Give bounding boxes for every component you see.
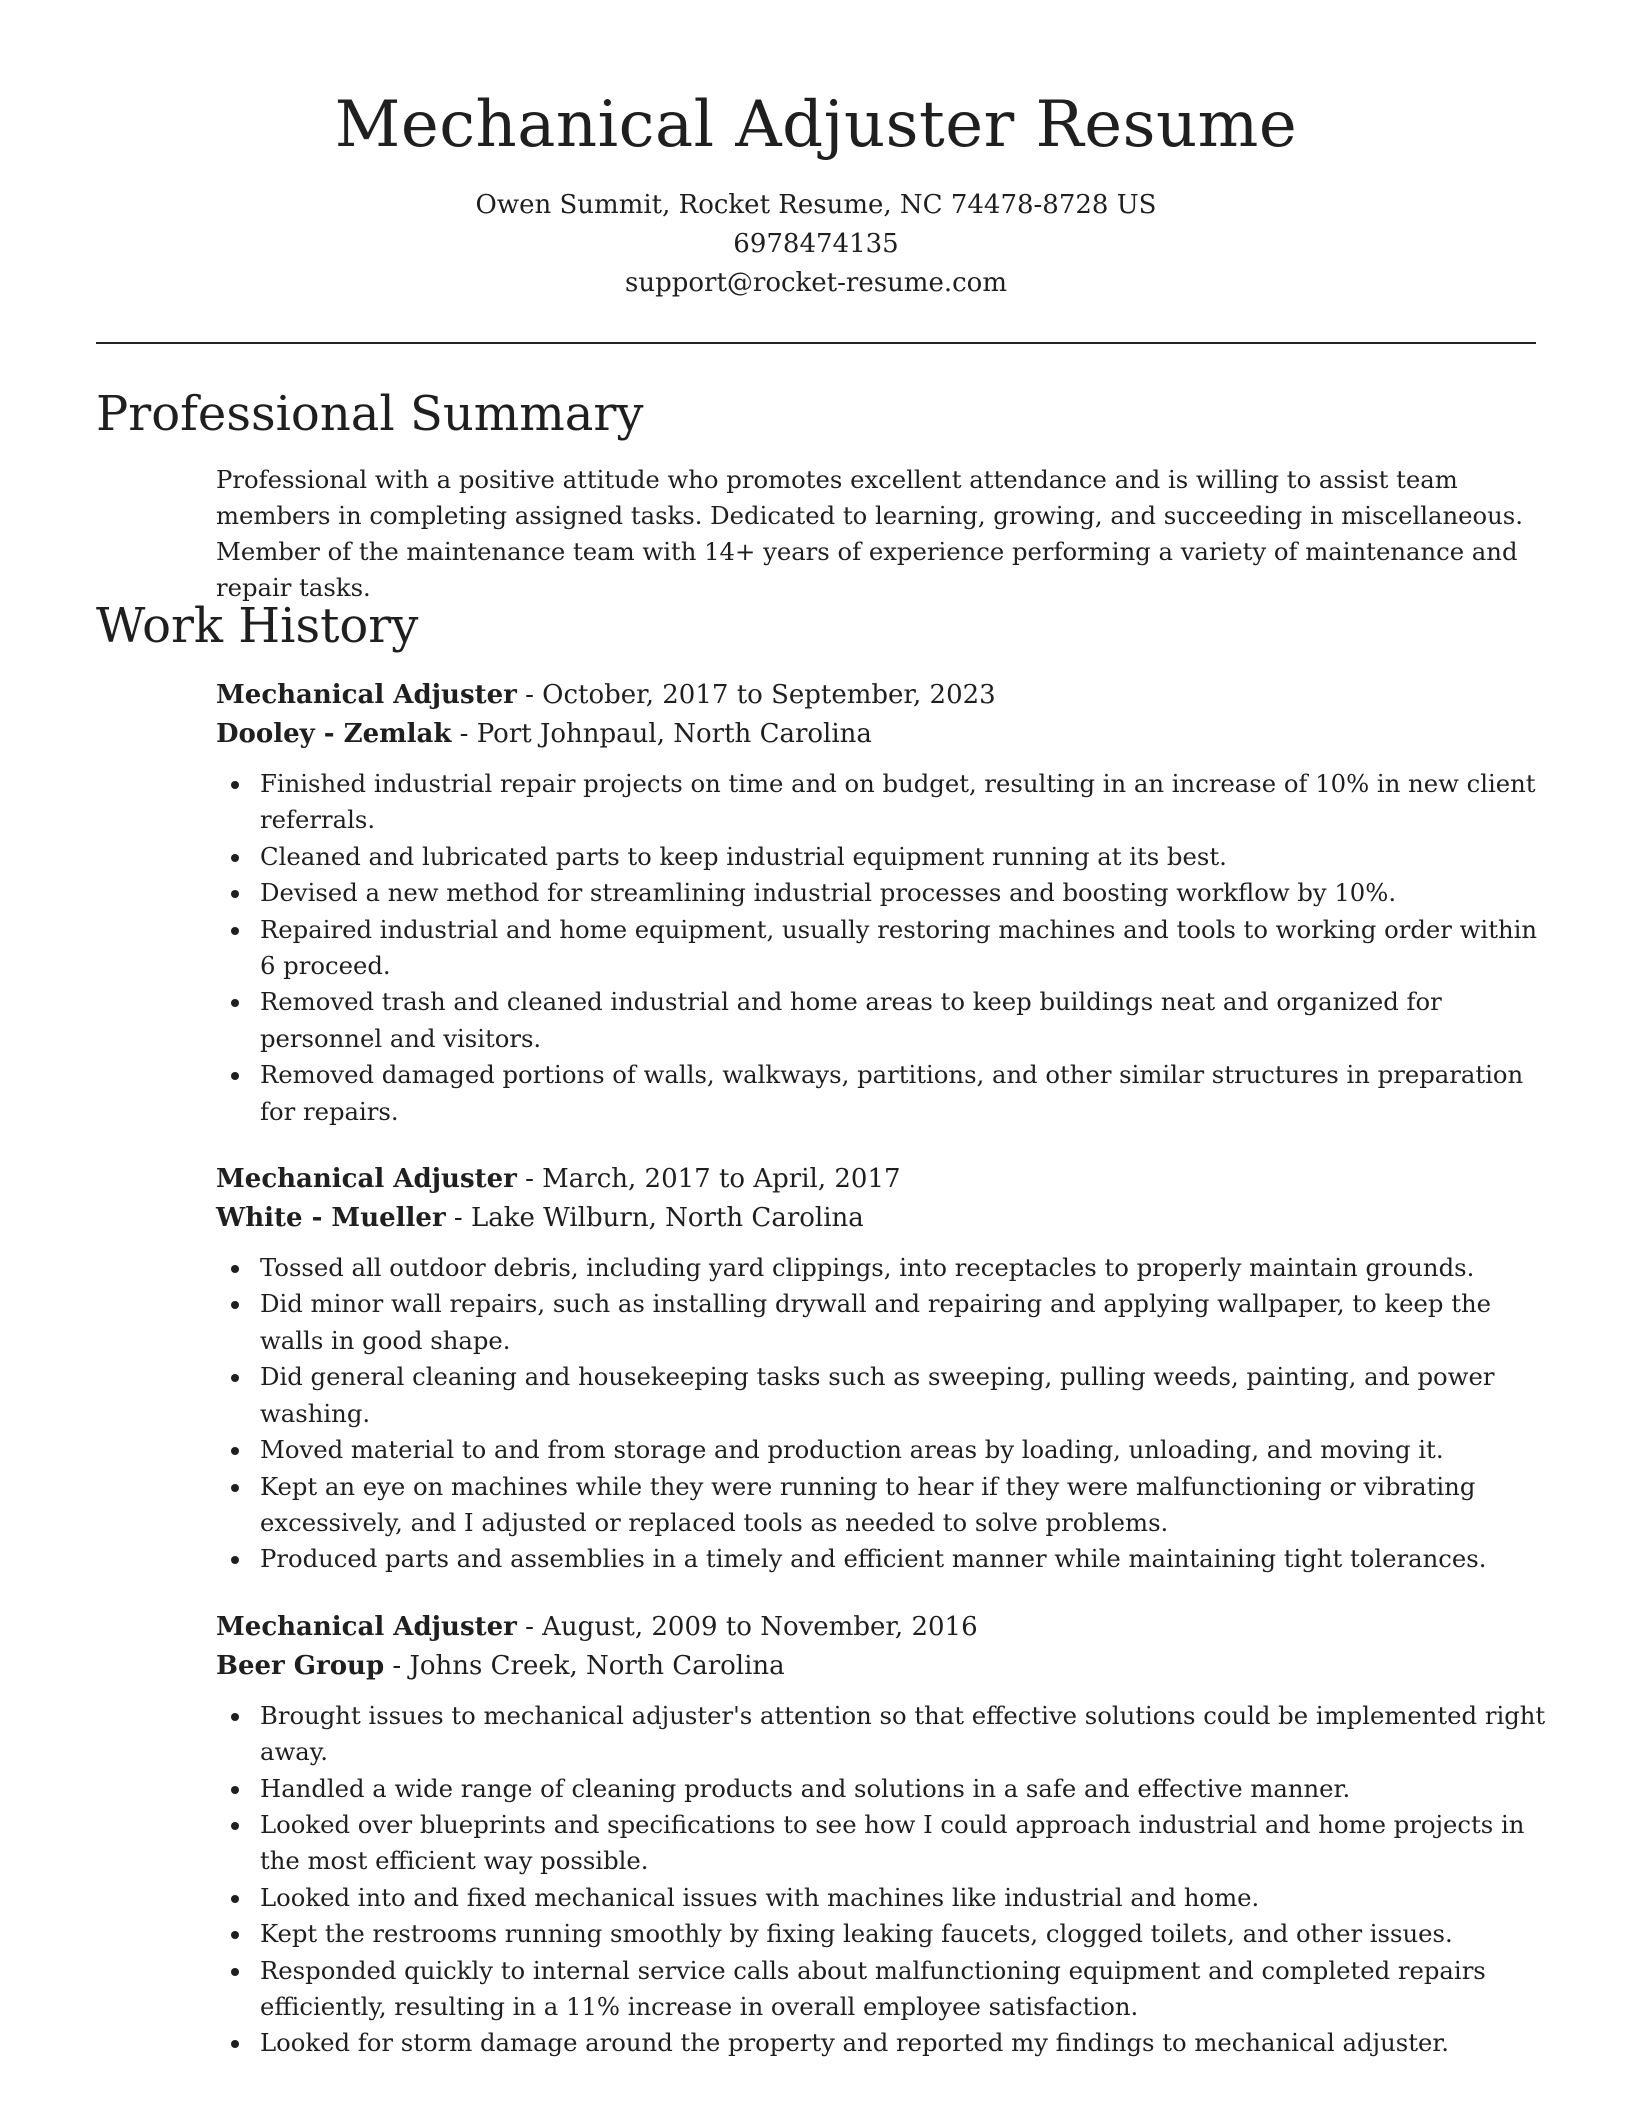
list-item: Handled a wide range of cleaning products and solutions in a safe and effective manner. (216, 1771, 1546, 1807)
summary-heading: Professional Summary (96, 386, 644, 442)
job-company-line (216, 715, 1546, 754)
job-role: Mechanical Adjuster (216, 1611, 517, 1642)
list-item: Devised a new method for streamlining industrial processes and boosting workflow by 10%. (216, 875, 1546, 911)
contact-phone: 6978474135 (733, 229, 899, 259)
list-item: Tossed all outdoor debris, including yard clippings, into receptacles to properly maintain grounds. (216, 1250, 1546, 1286)
job-title-line (216, 1160, 1546, 1199)
job-location: - Lake Wilburn, North Carolina (445, 1203, 864, 1234)
contact-email: support@rocket-resume.com (624, 268, 1007, 298)
list-item: Kept an eye on machines while they were running to hear if they were malfunctioning or vibrating excessively, and I adjusted or replaced tools as needed to solve problems. (216, 1469, 1546, 1542)
job-entry (216, 676, 1546, 1130)
job-role: Mechanical Adjuster (216, 680, 517, 710)
job-company: White - Mueller (216, 1203, 446, 1234)
job-company-line (216, 1199, 1546, 1238)
list-item: Finished industrial repair projects on time and on budget, resulting in an increase of 10% in new client referrals. (216, 766, 1546, 839)
job-entry (216, 1160, 1546, 1578)
job-dates: - March, 2017 to April, 2017 (516, 1164, 901, 1195)
list-item: Kept the restrooms running smoothly by fixing leaking faucets, clogged toilets, and other issues. (216, 1916, 1546, 1952)
list-item: Repaired industrial and home equipment, usually restoring machines and tools to working order within 6 proceed. (216, 912, 1546, 985)
resume-header (0, 0, 1632, 303)
contact-address: Owen Summit, Rocket Resume, NC 74478-8728 US (475, 190, 1157, 220)
list-item: Looked for storm damage around the property and reported my findings to mechanical adjuster. (216, 2025, 1546, 2061)
work-history-heading: Work History (96, 598, 419, 654)
job-bullets (216, 1250, 1546, 1578)
job-title-line (216, 676, 1546, 715)
work-history-list (216, 676, 1546, 2092)
list-item: Cleaned and lubricated parts to keep industrial equipment running at its best. (216, 839, 1546, 875)
list-item: Looked over blueprints and specifications to see how I could approach industrial and home projects in the most efficient way possible. (216, 1807, 1546, 1880)
job-bullets (216, 1698, 1546, 2062)
list-item: Removed damaged portions of walls, walkways, partitions, and other similar structures in preparation for repairs. (216, 1057, 1546, 1130)
job-role: Mechanical Adjuster (216, 1164, 517, 1195)
list-item: Did minor wall repairs, such as installing drywall and repairing and applying wallpaper, to keep the walls in good shape. (216, 1286, 1546, 1359)
job-dates: - October, 2017 to September, 2023 (516, 680, 996, 710)
list-item: Produced parts and assemblies in a timely and efficient manner while maintaining tight tolerances. (216, 1541, 1546, 1577)
summary-text: Professional with a positive attitude who promotes excellent attendance and is willing to assist team members in completing assigned tasks. Dedicated to learning, growing, and succeeding in miscellaneous. Member of the maintenance team with 14+ years of experience performing a variety of maintenance and repair tasks. (216, 465, 1524, 602)
list-item: Did general cleaning and housekeeping tasks such as sweeping, pulling weeds, painting, and power washing. (216, 1359, 1546, 1432)
header-divider (96, 342, 1536, 344)
job-location: - Port Johnpaul, North Carolina (451, 719, 872, 749)
list-item: Removed trash and cleaned industrial and home areas to keep buildings neat and organized for personnel and visitors. (216, 984, 1546, 1057)
job-dates: - August, 2009 to November, 2016 (516, 1611, 978, 1642)
job-company: Dooley - Zemlak (216, 719, 452, 749)
contact-block (0, 186, 1632, 303)
job-location: - Johns Creek, North Carolina (384, 1650, 785, 1681)
job-title-line (216, 1608, 1546, 1647)
job-company: Beer Group (216, 1650, 385, 1681)
list-item: Moved material to and from storage and production areas by loading, unloading, and moving it. (216, 1432, 1546, 1468)
list-item: Responded quickly to internal service calls about malfunctioning equipment and completed repairs efficiently, resulting in a 11% increase in overall employee satisfaction. (216, 1953, 1546, 2026)
list-item: Brought issues to mechanical adjuster's attention so that effective solutions could be implemented right away. (216, 1698, 1546, 1771)
job-entry (216, 1608, 1546, 2062)
job-company-line (216, 1647, 1546, 1686)
resume-title: Mechanical Adjuster Resume (334, 88, 1298, 162)
job-bullets (216, 766, 1546, 1130)
list-item: Looked into and fixed mechanical issues with machines like industrial and home. (216, 1880, 1546, 1916)
